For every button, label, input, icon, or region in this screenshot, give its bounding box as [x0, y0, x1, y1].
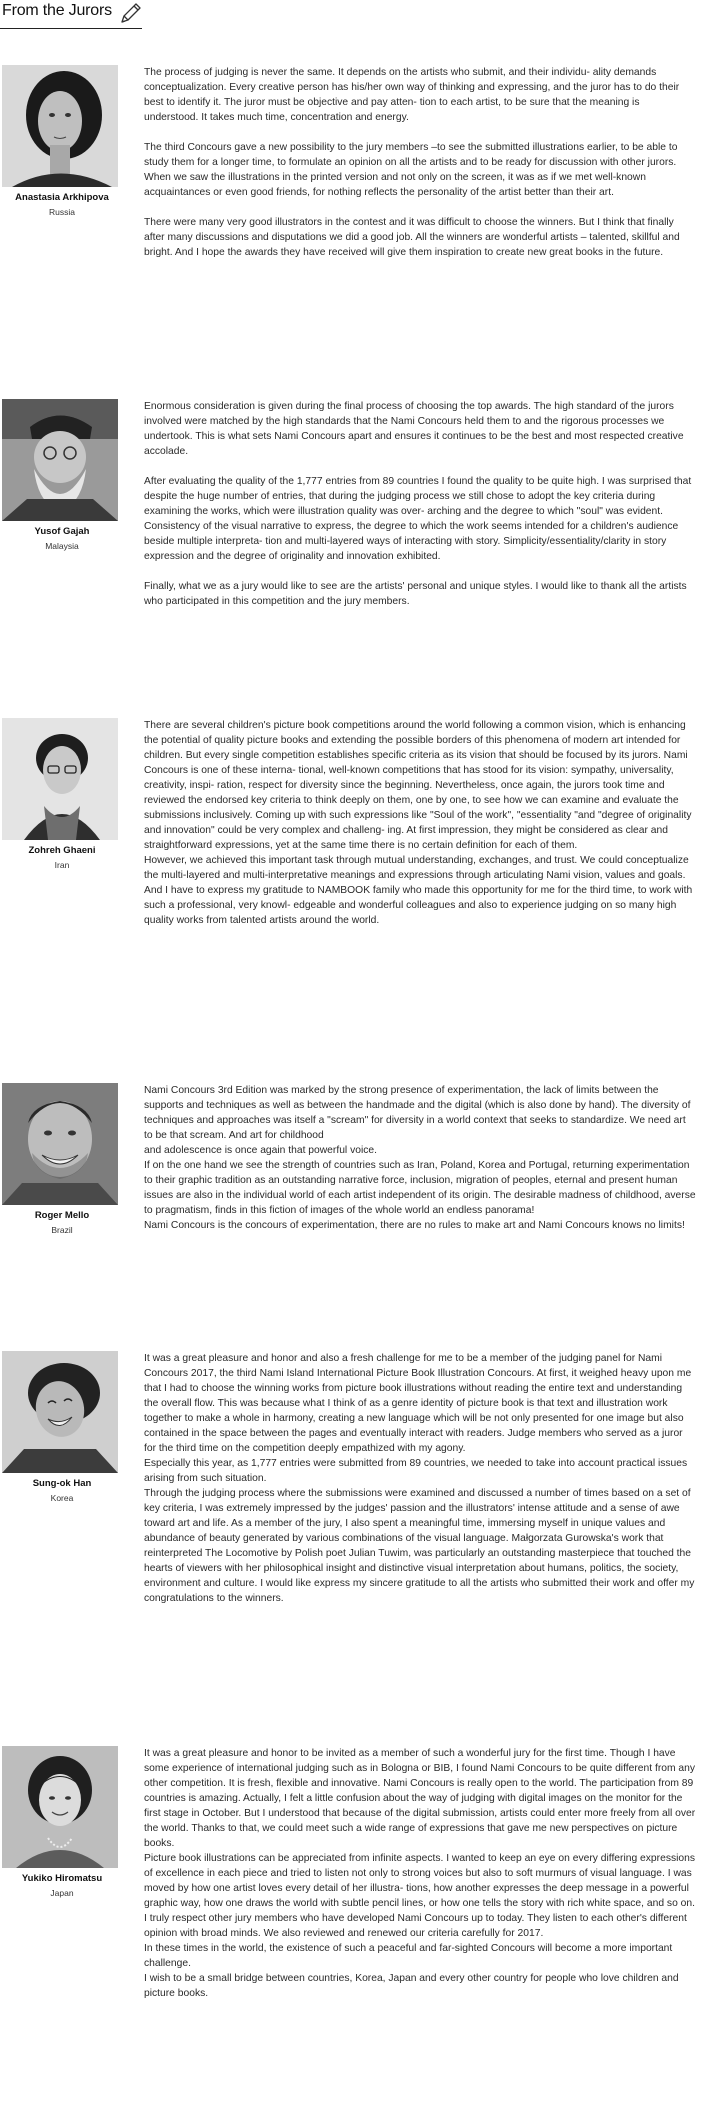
statement-paragraph: Especially this year, as 1,777 entries were submitted from 89 countries, we needed to take into account practical issues arising from such situation.: [144, 1458, 688, 1484]
juror-statement: [144, 1746, 696, 2001]
pencil-icon: [119, 1, 143, 25]
juror-name: Yukiko Hiromatsu: [21, 1873, 103, 1884]
statement-paragraph: Nami Concours is the concours of experimentation, there are no rules to make art and Nami Concours knows no limits!: [144, 1220, 685, 1231]
statement-paragraph: I wish to be a small bridge between countries, Korea, Japan and every other country for people who love children and picture books.: [144, 1973, 679, 1999]
page-header: [0, 0, 701, 30]
juror-country: Russia: [49, 207, 75, 217]
juror-country: Korea: [50, 1493, 74, 1503]
juror-photo: [2, 1351, 118, 1473]
statement-paragraph: However, we achieved this important task through mutual understanding, exchanges, and trust. We could conceptualize the multi-layered and multi-interpretative meanings and expressions through articulating Nami vision, values and goals. And I have to express my gratitude to NAMBOOK family who made this opportunity for me for the third time, to work with such a professional, very knowl- edgeable and wonderful colleagues and also to experience judging on so many high quality works from talented artists around the world.: [144, 855, 693, 926]
juror-statement: [144, 65, 696, 260]
juror-name: Zohreh Ghaeni: [28, 845, 96, 856]
statement-paragraph: Through the judging process where the submissions were examined and discussed a number of times based on a set of key criteria, I was extremely impressed by the judges' passion and the illustrators' intense attitude and a sense of awe toward art and life. As a member of the jury, I also spent a meaningful time, immersing myself in unique values and abundance of beauty generated by various combinations of the visual language. Małgorzata Gurowska's work that reinterpreted The Locomotive by Polish poet Julian Tuwim, was particularly an outstanding masterpiece that touched the hearts of viewers with her philosophical insight and distinctive visual interpretation about humans, politics, the society, environment and culture. I would like express my sincere gratitude to all the artists who submitted their work and offer my congratulations to the winners.: [144, 1488, 695, 1604]
juror-statement: [144, 399, 696, 609]
statement-paragraph: I truly respect other jury members who have developed Nami Concours up to today. They listen to each other's different opinion with broad minds. We also reviewed and renewed our criteria carefully for 2017.: [144, 1913, 687, 1939]
header-underline: [0, 28, 142, 29]
juror-country: Iran: [54, 860, 70, 870]
juror-statement: [144, 1351, 696, 1606]
juror-statement: [144, 1083, 696, 1233]
juror-photo: [2, 1083, 118, 1205]
juror-photo: [2, 399, 118, 521]
juror-photo: [2, 65, 118, 187]
juror-country: Malaysia: [45, 541, 79, 551]
statement-paragraph: Picture book illustrations can be appreciated from infinite aspects. I wanted to keep an eye on every differing expressions of excellence in each piece and tried to listen not only to strong voices but also to soft murmurs of visual language. I was moved by how one artist loves every detail of her illustra- tions, how another expresses the deep message in a powerful graphic way, how one draws the world with subtle pencil lines, or how one tells the story with rich white space, and so on.: [144, 1853, 696, 1909]
statement-paragraph: There were many very good illustrators in the contest and it was difficult to choose the winners. But I think that finally after many discussions and disputations we did a good job. All the winners are wonderful artists – talented, skillful and bright. And I hope the awards they have received will give them inspiration to create new great books in the future.: [144, 217, 680, 258]
juror-name: Roger Mello: [34, 1210, 90, 1221]
juror-statement: [144, 718, 696, 928]
juror-name: Sung-ok Han: [32, 1478, 92, 1489]
juror-name: Yusof Gajah: [34, 526, 90, 537]
statement-paragraph: It was a great pleasure and honor and also a fresh challenge for me to be a member of the judging panel for Nami Concours 2017, the third Nami Island International Picture Book Illustration Concours. At first, it weighed heavy upon me that I had to choose the winning works from picture book illustrations without reading the entire text and understanding the overall flow. This was because what I think of as a genre identity of picture book is that text and illustration work together to make a whole in harmony, creating a new language which will be not only presented for one image but also contained in the space between the pages and eventually interact with readers. Judge members who served as a juror for the third time on the competition deeply empathized with my agony.: [144, 1353, 692, 1454]
statement-paragraph: There are several children's picture book competitions around the world following a common vision, which is enhancing the potential of quality picture books and extending the possible borders of this phenomena of modern art intended for children. But every single competition establishes specific criteria as its vision that should be focused by its jurors. Nami Concours is one of these interna- tional, well-known competitions that has stood for its vision: sympathy, universality, creativity, inspi- ration, respect for diversity since the beginning. Nevertheless, once again, the jurors took time and reviewed the endorsed key criteria to think deeply on them, one by one, to see how we can examine and evaluate the submissions inclusively. Coming up with such expressions like "Soul of the work", "essentiality "and "degree of originality and innovation" could be very complex and challeng- ing. At first impression, they might be considered as clear and straightforward expressions, yet at the same time there is no certain definition for each of them.: [144, 720, 692, 851]
statement-paragraph: It was a great pleasure and honor to be invited as a member of such a wonderful jury for the first time. Though I have some experience of international judging such as in Bologna or BIB, I found Nami Concours to be quite different from any other competition. It is fresh, flexible and innovative. Nami Concours is really open to the world. The participation from 89 countries is amazing. Actually, I felt a little confusion about the way of judging with digital images on the monitor for the first stage in October. But I understood that because of the digital submission, artists could enter more freely from all over the world. Thanks to that, we could meet such a wide range of expressions that gave me new perspectives on picture books.: [144, 1748, 696, 1849]
statement-paragraph: and adolescence is once again that powerful voice.: [144, 1145, 377, 1156]
statement-paragraph: If on the one hand we see the strength of countries such as Iran, Poland, Korea and Portugal, returning experimentation to their graphic tradition as an outstanding narrative force, inclusion, migration of peoples, eternal and present human issues are also in the individual world of each artist independent of its origin. The desirable madness of childhood, averse to pragmatism, finds in this fiction of images of the whole world an endless panorama!: [144, 1160, 696, 1216]
statement-paragraph: Enormous consideration is given during the final process of choosing the top awards. The high standard of the jurors involved were matched by the high standards that the Nami Concours held them to and the rigorous processes we undertook. This is what sets Nami Concours apart and ensures it continues to be the best and most respected creative accolade.: [144, 401, 684, 457]
juror-country: Brazil: [51, 1225, 73, 1235]
statement-paragraph: Finally, what we as a jury would like to see are the artists' personal and unique styles. I would like to thank all the artists who participated in this competition and the jury members.: [144, 581, 687, 607]
statement-paragraph: After evaluating the quality of the 1,777 entries from 89 countries I found the quality to be quite high. I was surprised that despite the huge number of entries, that during the judging process we still chose to adopt the key criteria during examining the works, which were illustration quality was over- arching and the degree to which "soul" was evident. Consistency of the visual narrative to express, the degree to which the work seems intended for a children's audience beside multiple interpreta- tion and multi-layered ways of interacting with story. Simplicity/essentiality/clarity in story expression and the degree of originality and innovation exhibited.: [144, 476, 692, 562]
statement-paragraph: The third Concours gave a new possibility to the jury members –to see the submitted illustrations earlier, to be able to study them for a longer time, to formulate an opinion on all the artists and to be ready for discussion with other jurors. When we saw the illustrations in the printed version and not only on the screen, it was as if we met well-known acquaintances or even good friends, for nothing reflects the personality of the artist better than their art.: [144, 142, 678, 198]
statement-paragraph: Nami Concours 3rd Edition was marked by the strong presence of experimentation, the lack of limits between the supports and techniques as well as between the handmade and the digital (which is also done by hand). The diversity of techniques and approaches was itself a "scream" for diversity in a world context that seeks to standardize. We need art to be that scream. And art for childhood: [144, 1085, 691, 1141]
juror-name: Anastasia Arkhipova: [15, 192, 109, 203]
juror-country: Japan: [50, 1888, 74, 1898]
statement-paragraph: The process of judging is never the same. It depends on the artists who submit, and their individu- ality demands conceptualization. Every creative person has his/her own way of thinking and expressing, and the juror has to do their best to identify it. The juror must be objective and pay atten- tion to each artist, to be sure that the meaning is understood. It takes much time, concentration and energy.: [144, 67, 680, 123]
juror-photo: [2, 718, 118, 840]
juror-photo: [2, 1746, 118, 1868]
page-title: From the Jurors: [2, 2, 112, 19]
statement-paragraph: In these times in the world, the existence of such a peaceful and far-sighted Concours will become a more important challenge.: [144, 1943, 673, 1969]
